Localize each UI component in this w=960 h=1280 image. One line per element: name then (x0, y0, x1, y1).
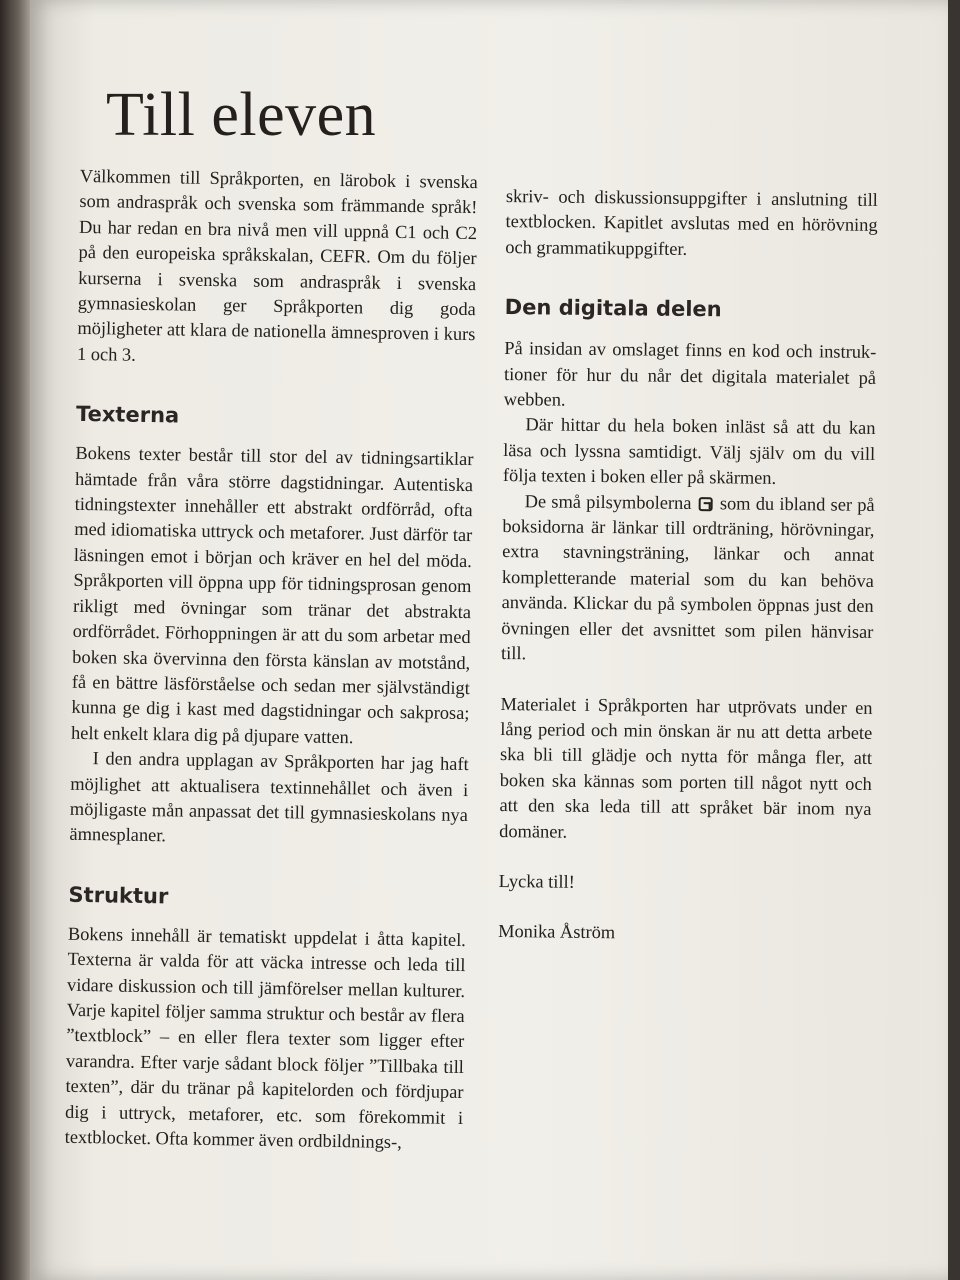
book-gutter (0, 0, 34, 1280)
digitala-paragraph-3 (501, 489, 875, 671)
author-signature: Monika Åström (498, 921, 616, 943)
page-edge-shadow (948, 0, 960, 1280)
texterna-paragraph-1: Bokens texter består till stor del av tidningsartiklar hämtade från våra större dagstidningar. Autentiska tidningstexter innehåller ett abstrakt ordförråd, ofta med idiomatiska uttryck och metaforer. Just därför tar läsningen emot i början och kräver en hel del möda. Språkporten vill öppna upp för tidningsprosan genom rikligt med övningar som tränar det abstrakta ordförrådet. Förhoppningen är att du som arbetar med boken ska övervinna den första känslan av motstånd, få en bättre läsförståelse och sedan mer självständigt kunna ge dig i kast med dagstidningar och sakprosa; helt enkelt klara dig på djupare vatten. (70, 443, 474, 747)
texterna-paragraph-2: I den andra upplagan av Språkporten har jag haft möjlighet att aktualisera textinnehållet och även i möjligaste mån anpassat det till gymnasieskolans nya ämnesplaner. (69, 748, 469, 846)
spacer (499, 844, 871, 873)
digitala-paragraph-1: På insidan av omslaget finns en kod och instruktioner för hur du når det digitala materialet på webben. (503, 338, 877, 410)
spacer (498, 894, 870, 923)
intro-paragraph: Välkommen till Språkporten, en lärobok i svenska som andraspråk och svenska som främmande språk! Du har redan en bra nivå men vill uppnå C1 och C2 på den europeiska språkskalan, CEFR. Om du följer kurserna i svenska som andraspråk i svenska gymnasieskolan ger Språkporten dig goda möjligheter att klara de nationella ämnesproven i kurs 1 och 3. (76, 165, 478, 365)
heading-texterna: Texterna (75, 402, 180, 428)
digitala-paragraph-3-start: De små pilsymbolerna (524, 490, 692, 513)
right-column (498, 184, 878, 949)
arrow-link-icon (699, 497, 713, 511)
struktur-paragraph-part-2: skriv- och diskussionsuppgifter i anslutning till textblocken. Kapitlet avslutas med en hörövning och grammatikuppgifter. (505, 186, 878, 259)
struktur-paragraph-part-1: Bokens innehåll är tematiskt uppdelat i åtta kapitel. Texterna är valda för att väcka intresse och leda till vidare diskussion och till jämförelser mellan kulturer. Varje kapitel följer samma struktur och består av flera ”textblock” – en eller flera texter som ligger efter varandra. Efter varje sådant block följer ”Tillbaka till texten”, där du tränar på kapitelorden och fördjupar dig i uttryck, metaforer, etc. som förekommit i textblocket. Ofta kommer även ordbildnings-, (64, 923, 467, 1153)
heading-digitala-delen: Den digitala delen (504, 295, 722, 322)
page-title: Till eleven (106, 81, 377, 149)
digitala-paragraph-3-end: som du ibland ser på boksidorna är länkar till ordträning, hörövningar, extra stavningsträning, länkar och annat kompletterande material som du kan behöva använda. Klickar du på symbolen öppnas just den övningen eller det avsnittet som pilen hänvisar till. (500, 492, 875, 664)
heading-struktur: Struktur (68, 882, 169, 909)
left-column (65, 164, 478, 1157)
spacer (501, 667, 873, 696)
digitala-paragraph-2: Där hittar du hela boken inläst så att du kan läsa och lyssna samtidigt. Välj själv om du vill följa texten i boken eller på skärmen. (502, 414, 876, 489)
closing-paragraph: Materialet i Språkporten har utprövats under en lång period och min önskan är nu att detta arbete ska bli till glädje och nytta för många fler, att boken ska kännas som porten till något nytt och att den ska leda till att språket bär inom nya domäner. (499, 693, 873, 842)
closing-greeting: Lycka till! (498, 870, 575, 892)
